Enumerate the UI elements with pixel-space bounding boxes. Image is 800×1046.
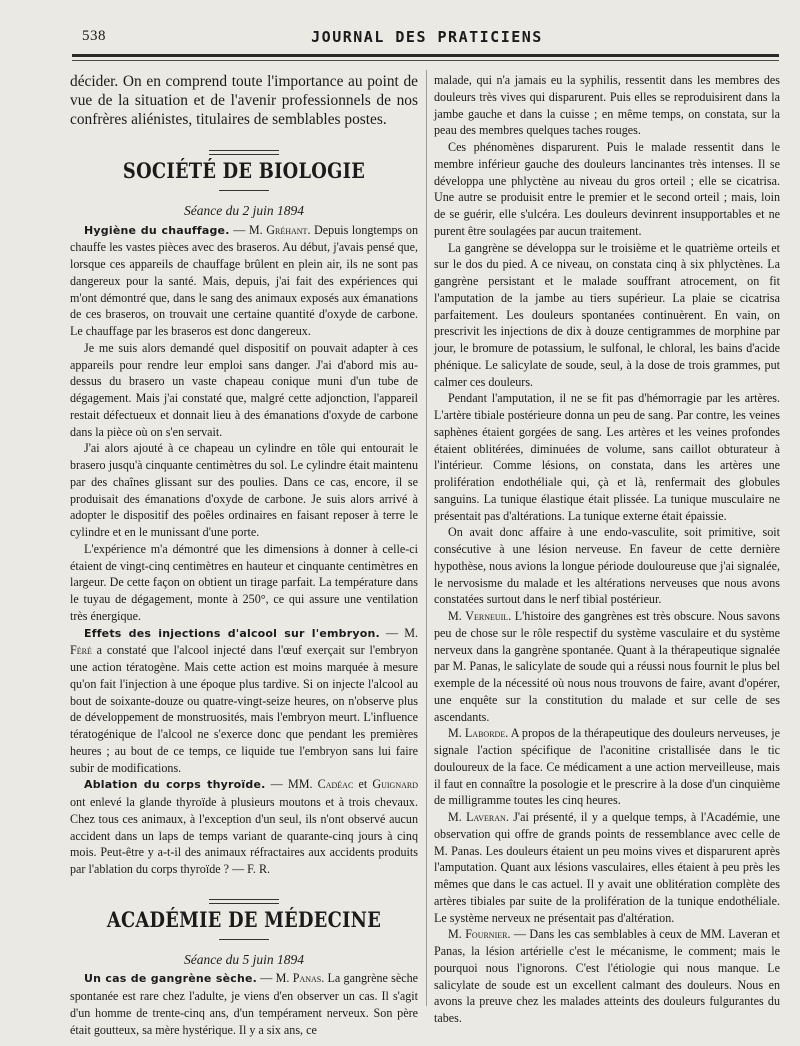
gangrene-p3: La gangrène se développa sur le troisième et le quatrième orteils et sur le dos du pied. A ce niveau, on constata cinq à six phlyctènes. La gangrène persistant et le malade souffrant atrocement, on fit l'amputation de la jambe au tiers supérieur. La plaie se cicatrisa parfaitement. Les douleurs spontanées continuèrent. En vain, on prescrivit les injections de dix à douze centigrammes de morphine par jour, le bromure de potassium, le sulfonal, le chloral, les bains d'acide phénique. Le salicylate de soude, seul, à la dose de trois grammes, put calmer ces douleurs. [434,240,780,389]
author-verneuil: Verneuil [465,609,509,623]
rubric-separator: — M. [379,625,418,640]
article-chauffage-p3: J'ai alors ajouté à ce chapeau un cylindre en tôle qui entourait le brasero jusqu'à cinquante centimètres du sol. Le cylindre était maintenu par des chaînes glissant sur des poulies. Dans ce cas, encore, il se produisait des émanations d'oxyde de carbone. Je suis alors arrivé à adopter le dispositif des poêles ordinaires en faisant reposer à terre le cylindre et en le munissant d'une porte. [70,441,418,539]
discussion-text: . L'histoire des gangrènes est très obscure. Nous savons peu de chose sur le rôle respectif du système vasculaire et du système nerveux dans la gangrène spontanée. Quant à la thérapeutique signalée par M. Panas, le salicylate de soude qui a réussi nous fournit le plus bel exemple de la nécessité où nous nous trouvons de faire, avant d'opérer, une enquête sur la constitution du malade et sur celle de ses ascendants. [434,609,780,724]
section-academie-heading [70,898,418,969]
discussion-laveran [434,809,780,926]
article-chauffage-p4: L'expérience m'a démontré que les dimensions à donner à celle-ci étaient de vingt-cinq centimètres en hauteur et cinquante centimètres en largeur. De cette façon on obtient un tirage parfait. La température dans le tuyau de dégagement, monte à 250°, ce qui assure une ventilation très énergique. [70,541,418,623]
discussion-text: . J'ai présenté, il y a quelque temps, à l'Académie, une observation qui offre de grands points de ressemblance avec celle de M. Panas. Les douleurs étaient un peu moins vives et disparurent après l'amputation. Quant aux lésions vasculaires, elles étaient à peu près les mêmes que dans le cas actuel. Il y avait une oblitération complète des artères tibiales par suite de la prolifération de la tunique endothéliale. Le système nerveux ne présentait pas d'altération. [434,810,780,925]
article-chauffage-p1 [70,222,418,340]
rubric-separator: — M. [257,971,293,986]
intro-paragraph: décider. On en comprend toute l'importance au point de vue de la situation et de l'avenir professionnels de nos confrères aliénistes, titulaires de semblables postes. [70,73,418,128]
rubric-separator: — M. [229,222,267,237]
rubric-separator: — MM. [265,777,318,792]
article-text: . Depuis longtemps on chauffe les vastes pièces avec des braseros. Au début, j'avais pensé que, lorsque ces appareils de chauffage brûlent en plein air, ils ne sont pas dangereux pour la santé. Mais, depuis, j'ai fait des expériences qui m'ont démontré que, dans le sang des animaux exposés aux émanations de ces braseros, on trouvait une certaine quantité d'oxyde de carbone. Le chauffage par les braseros est donc dangereux. [70,222,418,338]
speaker-prefix: M. [448,810,467,824]
section-title-biologie: SOCIÉTÉ DE BIOLOGIE [122,158,366,183]
rubric-alcool: Effets des injections d'alcool sur l'embryon. [84,626,380,640]
header-rule-thin [72,60,779,61]
right-column [434,72,780,1027]
seance-date-biologie: Séance du 2 juin 1894 [184,202,304,218]
article-gangrene-p1 [70,970,418,1038]
author-fere: Féré [70,643,92,658]
article-thyroide [70,776,418,878]
author-grehant: Gréhant [266,222,308,237]
left-column [70,72,418,1038]
column-separator [426,70,427,1006]
gangrene-p2: Ces phénomènes disparurent. Puis le malade ressentit dans le membre inférieur gauche des douleurs lancinantes très intenses. Il se développa une phlyctène au niveau du gros orteil ; elle se cicatrisa. Une autre se produisit entre le premier et le second orteil ; mais, loin de se guérir, elle s'ulcéra. Les douleurs devinrent insupportables et ne purent être soulagées par aucun traitement. [434,140,780,238]
seance-date-academie: Séance du 5 juin 1894 [184,951,304,967]
journal-title: JOURNAL DES PRATICIENS [311,28,543,46]
rubric-gangrene: Un cas de gangrène sèche. [84,972,258,986]
discussion-text: . — Dans les cas semblables à ceux de MM. Laveran et Panas, la lésion artérielle c'est le mécanisme, le comment; mais le pourquoi nous l'ignorons. C'est l'étiologie qui nous manque. Le salicylate de soude est un excellent calmant des douleurs. Nous en avons la preuve chez les malades atteints des douleurs fulgurantes du tabes. [434,927,780,1025]
speaker-prefix: M. [448,726,465,741]
ornament-rule [70,898,418,906]
discussion-fournier [434,926,780,1027]
running-head [82,28,772,50]
discussion-laborde [434,725,780,809]
conjunction: et [353,777,373,792]
gangrene-p5: On avait donc affaire à une endo-vasculite, soit primitive, soit consécutive à une lésion nerveuse. En faveur de cette dernière hypothèse, nous avions la longue période douloureuse que j'ai signalée, le nervosisme du malade et les altérations nerveuses que nous avons constatées surtout dans le nerf tibial postérieur. [434,525,780,607]
section-biologie-heading [70,149,418,220]
author-fournier: Fournier [465,927,508,942]
article-chauffage-p2: Je me suis alors demandé quel dispositif on pouvait adapter à ces appareils pour rendre leur emploi sans danger. J'ai d'abord mis au-dessus du brasero un vaste chapeau conique muni d'un tube de dégagement. Mais j'ai constaté que, malgré cette adjonction, l'appareil restait défectueux et donnait lieu à des émanations d'oxyde de carbone dans la pièce où on s'en servait. [70,340,418,439]
short-rule [219,190,269,191]
author-panas: Panas [292,971,322,986]
gangrene-continued-p1: malade, qui n'a jamais eu la syphilis, ressentit dans les membres des douleurs très vives qui disparurent. Puis elles se reproduisirent dans la jambe gauche et dans la cuisse ; en même temps, on constata, sur la peau des membres quelques taches rouges. [434,73,780,138]
article-text: . La gangrène sèche spontanée est rare chez l'adulte, je viens d'en observer un cas. Il s'agit d'un homme de trente-cinq ans, d'un tempérament nerveux. Son père était goutteux, sa mère hystérique. Il y a six ans, ce [70,971,418,1037]
article-text: a constaté que l'alcool injecté dans l'œuf exerçait sur l'embryon une action tératogène. Mais cette action est moins marquée à mesure qu'on fait l'injection à une époque plus tardive. Si on injecte l'alcool au bout de soixante-douze ou quatre-vingt-seize heures, on n'observe plus de développement de monstruosités, mais l'embryon meurt. L'influence tératogénique de l'alcool ne s'exerce donc que pendant les premières heures ; au bout de ce temps, ce liquide tue l'embryon sans lui faire subir de modifications. [70,643,418,775]
section-title-academie: ACADÉMIE DE MÉDECINE [106,906,382,932]
gangrene-p4: Pendant l'amputation, il ne se fit pas d'hémorragie par les artères. L'artère tibiale postérieure donna un peu de sang. Par contre, les veines saphènes étaient gorgées de sang. Les artères et les veines profondes étaient oblitérées, diminuées de volume, sans caillot obturateur à l'intérieur. Comme lésions, on constata, dans les artères une prolifération endothéliale qui, çà et là, renfermait des globules sanguins. La tunique élastique était plissée. La tunique musculaire ne présentait pas d'altérations. La tunique externe était épaissie. [434,391,780,523]
article-text: ont enlevé la glande thyroïde à plusieurs moutons et à trois chevaux. Chez tous ces animaux, à l'exception d'un seul, ils n'ont observé aucun accident dans un laps de temps variant de quarante-cinq jours à cinq mois. Peut-être y a-t-il des animaux réfractaires aux accidents produits par l'ablation du corps thyroïde ? — F. R. [70,795,418,876]
author-cadeac: Cadéac [317,777,354,792]
author-laveran: Laveran [466,810,506,824]
author-guignard: Guignard [372,777,418,792]
short-rule [219,939,269,940]
rubric-hygiene: Hygiène du chauffage. [84,223,230,237]
speaker-prefix: M. [448,609,466,623]
rubric-thyroide: Ablation du corps thyroïde. [84,778,266,792]
ornament-rule [70,149,418,157]
discussion-verneuil [434,608,780,725]
speaker-prefix: M. [448,927,466,942]
article-alcool [70,625,418,777]
page-number: 538 [82,28,106,44]
author-laborde: Laborde [464,726,506,741]
discussion-text: . A propos de la thérapeutique des douleurs nerveuses, je signale l'action spécifique de l'aconitine cristallisée dans le tic douloureux de la face. Ce médicament a une action merveilleuse, mais il faut en connaître la posologie et le prescrire à la dose d'un cinquième de milligramme toutes les cinq heures. [434,726,780,808]
header-rule-thick [72,54,779,57]
